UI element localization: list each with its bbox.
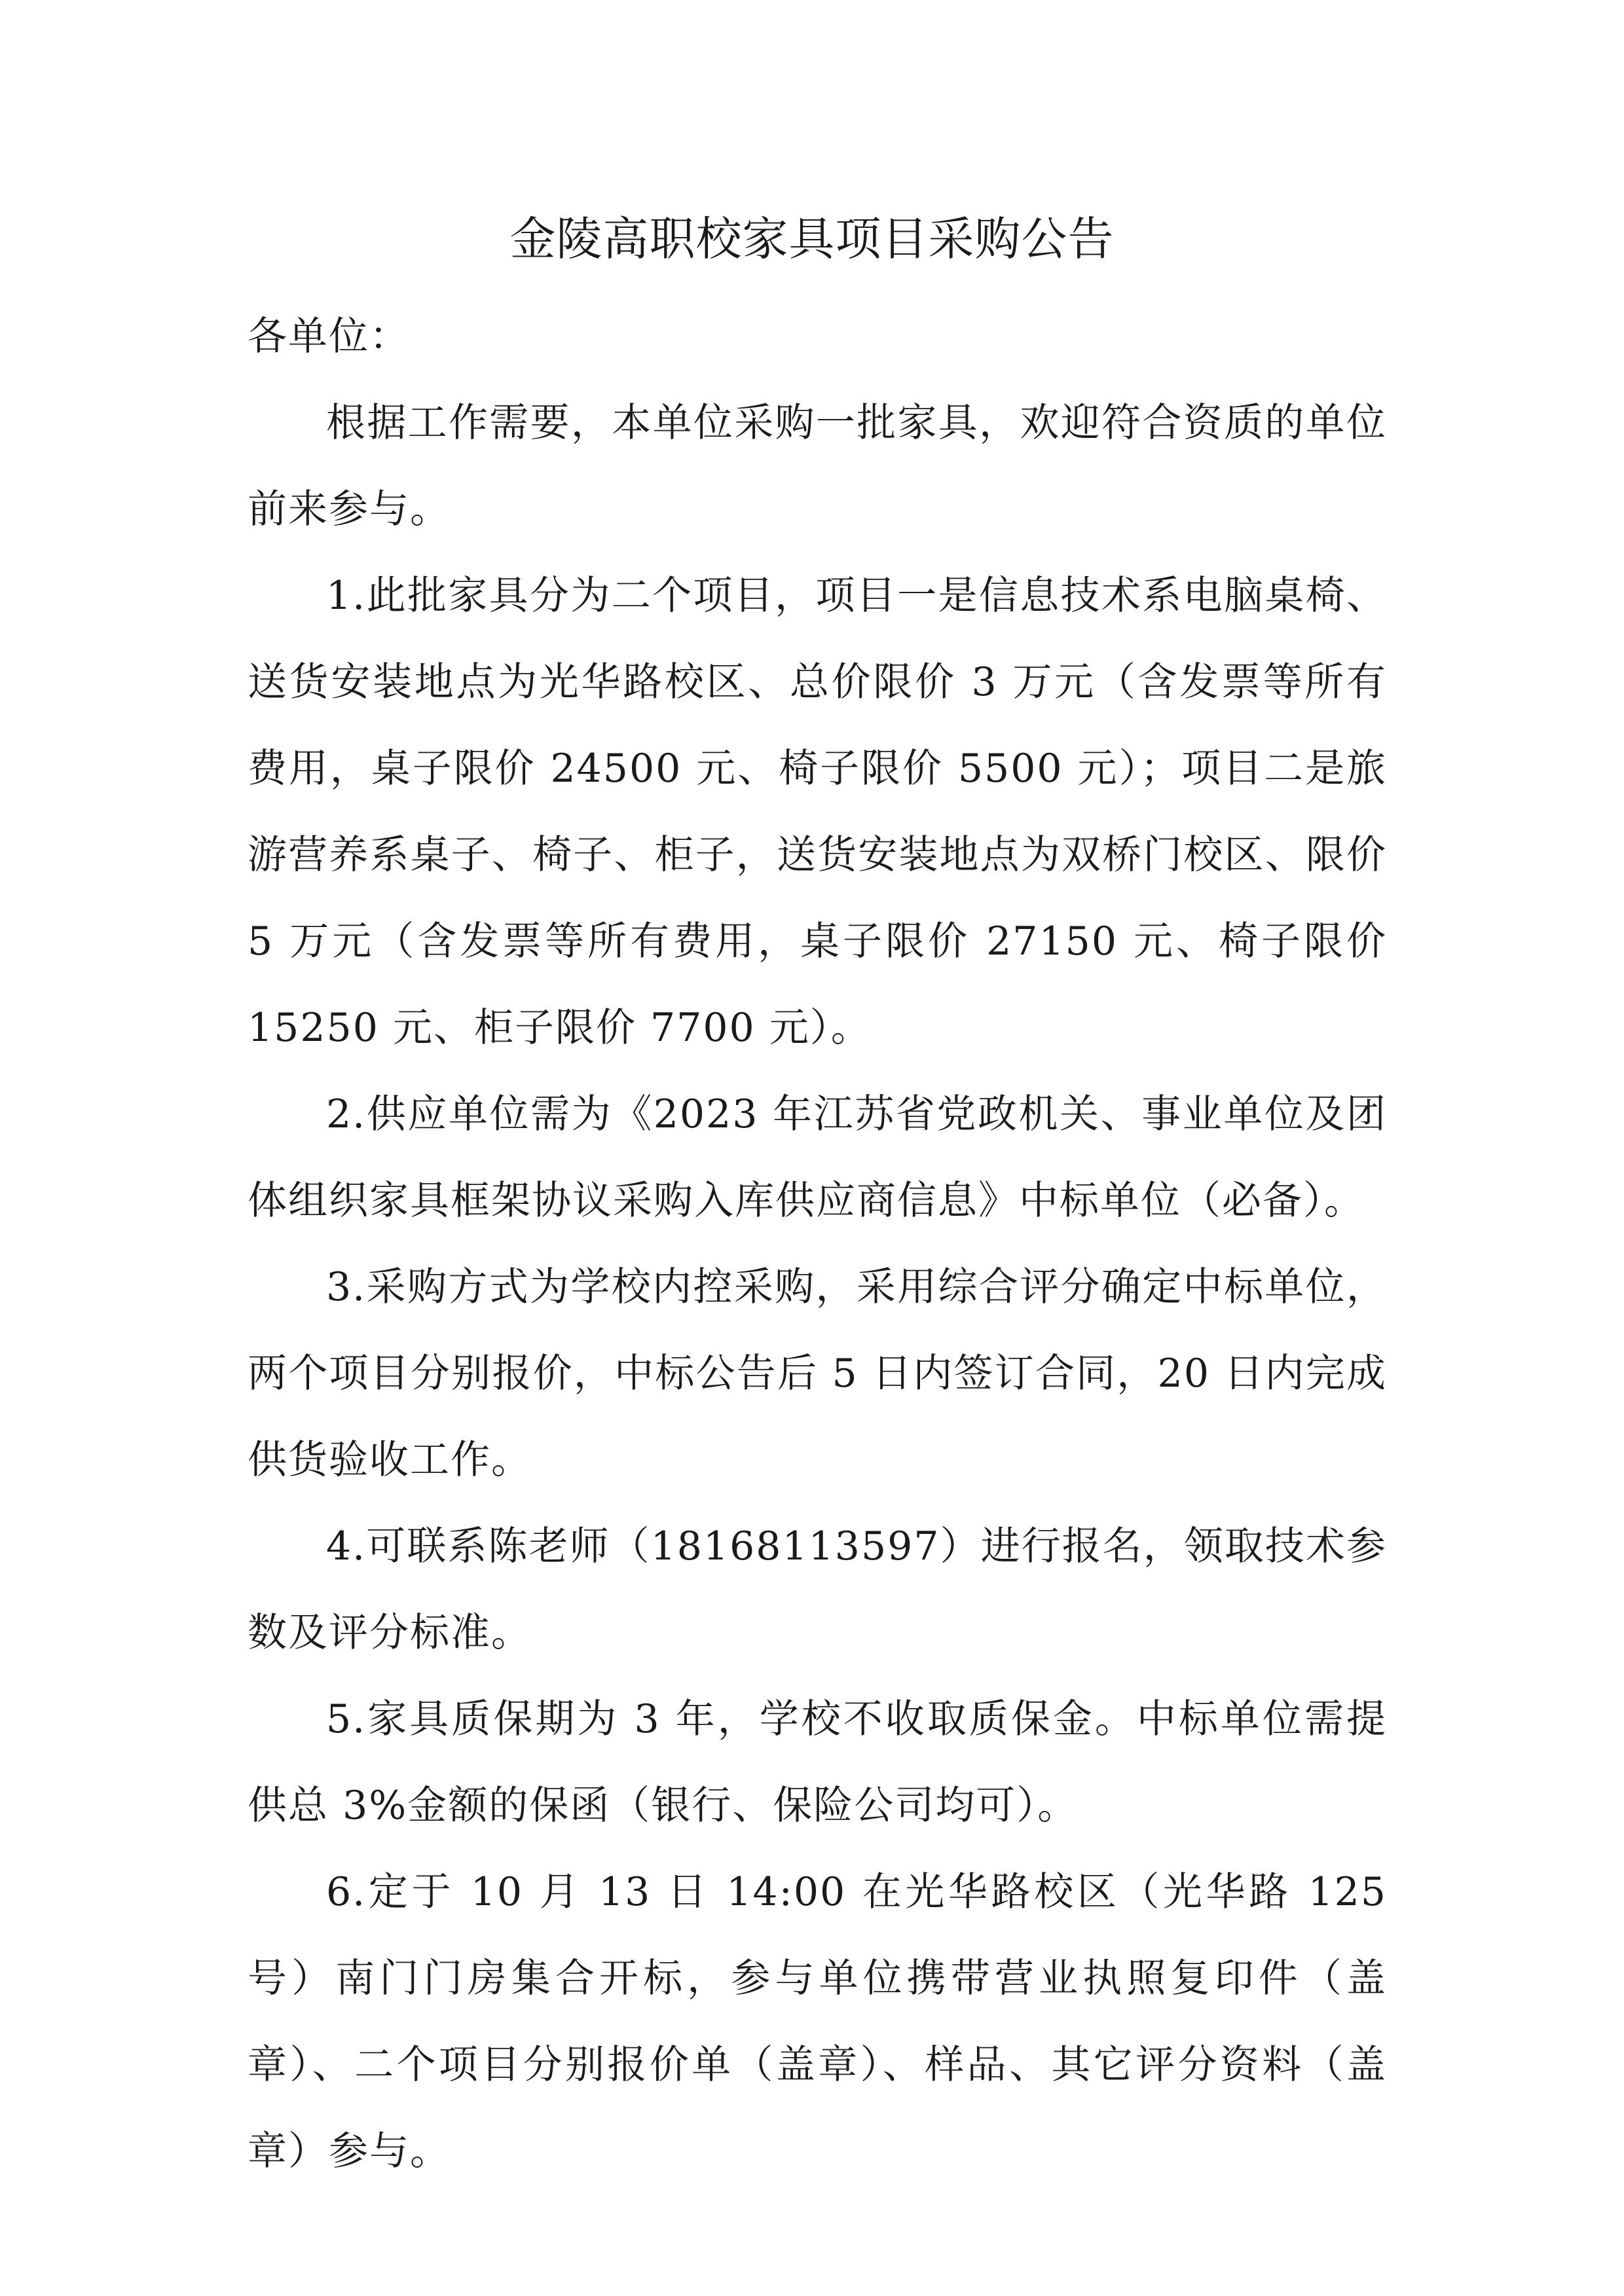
salutation: 各单位： xyxy=(248,314,410,359)
paragraph-item-5: 5.家具质保期为 3 年，学校不收取质保金。中标单位需提供总 3%金额的保函（银行、保险公司均可）。 xyxy=(248,1696,1387,1829)
paragraph-intro: 根据工作需要，本单位采购一批家具，欢迎符合资质的单位前来参与。 xyxy=(248,400,1387,532)
document-title: 金陵高职校家具项目采购公告 xyxy=(509,212,1115,266)
paragraph-item-4: 4.可联系陈老师（18168113597）进行报名，领取技术参数及评分标准。 xyxy=(248,1523,1387,1656)
document-body xyxy=(248,293,1387,2195)
paragraph-item-3: 3.采购方式为学校内控采购，采用综合评分确定中标单位，两个项目分别报价，中标公告后 5 日内签订合同，20 日内完成供货验收工作。 xyxy=(248,1264,1387,1483)
paragraph-item-1: 1.此批家具分为二个项目，项目一是信息技术系电脑桌椅、送货安装地点为光华路校区、总价限价 3 万元（含发票等所有费用，桌子限价 24500 元、椅子限价 5500 元）；项目二是旅游营养系桌子、椅子、柜子，送货安装地点为双桥门校区、限价 5 万元（含发票等所有费用，桌子限价 27150 元、椅子限价 15250 元、柜子限价 7700 元）。 xyxy=(248,573,1387,1051)
paragraph-item-6: 6.定于 10 月 13 日 14:00 在光华路校区（光华路 125 号）南门门房集合开标，参与单位携带营业执照复印件（盖章）、二个项目分别报价单（盖章）、样品、其它评分资料（盖章）参与。 xyxy=(248,1869,1387,2174)
paragraph-item-2: 2.供应单位需为《2023 年江苏省党政机关、事业单位及团体组织家具框架协议采购入库供应商信息》中标单位（必备）。 xyxy=(248,1091,1387,1224)
